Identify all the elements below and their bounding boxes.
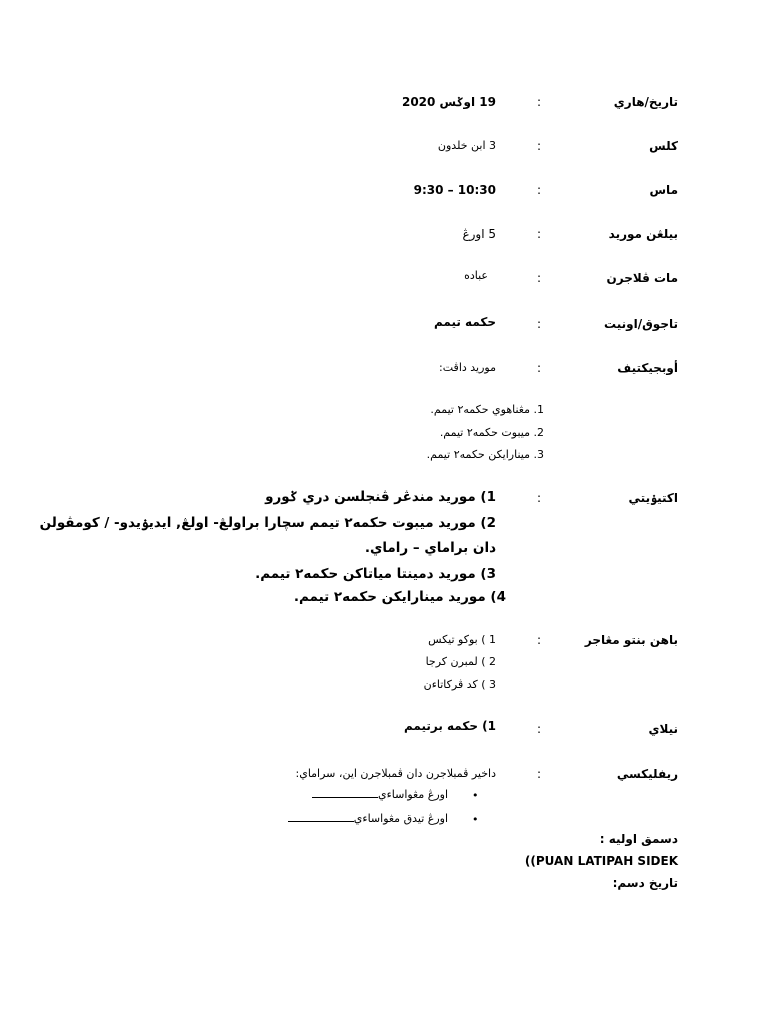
activity-item: 4) موريد مينارايکن حکمه٢ تيمم. [293,589,506,605]
assessment-value: 1) حکمه برتيمم [404,719,496,733]
date-value: 19 اوݢس 2020 [401,95,496,109]
class-value: 3 ابن خلدون [437,139,496,152]
students-value: 5 اورڠ [462,227,496,241]
colon: : [537,139,542,153]
activity-item: دان براماي – راماي. [364,540,496,556]
objective-item: 1. مڠناهوي حکمه٢ تيمم. [430,403,544,416]
reflection-item [308,788,448,801]
activity-item: 1) موريد مندڠر ڤنجلسن دري ݢورو [265,489,496,505]
colon: : [537,767,542,781]
reflection-value: داخير ڤمبلاجرن دان ڤمبلاجرن اين، سراماي: [295,767,496,780]
bullet: • [472,789,479,802]
activity-item: 3) موريد دمينتا مياتاکن حکمه٢ تيمم. [255,566,496,582]
colon: : [537,491,542,505]
topic-label: تاجوق/اونيت [604,317,678,331]
subject-value: عباده [464,269,488,282]
bullet: • [472,813,479,826]
subject-label: مات ڤلاجرن [606,271,678,285]
date-label: تاريخ/هاري [613,95,678,109]
reflection-item-text: اورڠ مڠواساءي [377,788,448,801]
colon: : [537,722,542,736]
colon: : [537,317,542,331]
checked-by-label: دسمق اوليه : [599,832,678,846]
colon: : [537,95,542,109]
colon: : [537,227,542,241]
objective-item: 2. ميبوت حکمه٢ تيمم. [439,426,544,439]
time-value: 9:30 – 10:30 [413,183,496,197]
colon: : [537,271,542,285]
assessment-label: نيلاي [648,722,678,736]
time-label: ماس [649,183,678,197]
check-date-label: تاريخ دسم: [612,876,678,890]
objective-value: موريد داڤت: [439,361,496,374]
objective-item: 3. مينارايکن حکمه٢ تيمم. [426,448,544,461]
objective-label: أوبجيکتيف [617,361,678,375]
colon: : [537,633,542,647]
class-label: کلس [649,139,678,153]
colon: : [537,361,542,375]
reflection-item-text: اورڠ تيدق مڠواساءي [353,812,448,825]
blank-line [288,812,354,822]
topic-value: حکمه تيمم [434,315,496,329]
material-item: 2 ) لمبرن کرجا [425,655,496,668]
blank-line [312,788,378,798]
activity-item: 2) موريد ميبوت حکمه٢ تيمم سچارا براولڠ- اولڠ, ايديۏيدو- / کومڤولن [39,515,496,531]
material-item: 1 ) بوکو تيکس [428,633,496,646]
reflection-item [284,812,448,825]
activity-label: اکتيۏيتي [628,491,678,505]
materials-label: باهن بنتو مڠاجر [584,633,678,647]
signer-name: ((PUAN LATIPAH SIDEK [524,854,678,868]
reflection-label: ريفليکسي [616,767,678,781]
material-item: 3 ) کد ڤرکاتاءن [423,678,496,691]
students-label: بيلڠن موريد [608,227,678,241]
colon: : [537,183,542,197]
